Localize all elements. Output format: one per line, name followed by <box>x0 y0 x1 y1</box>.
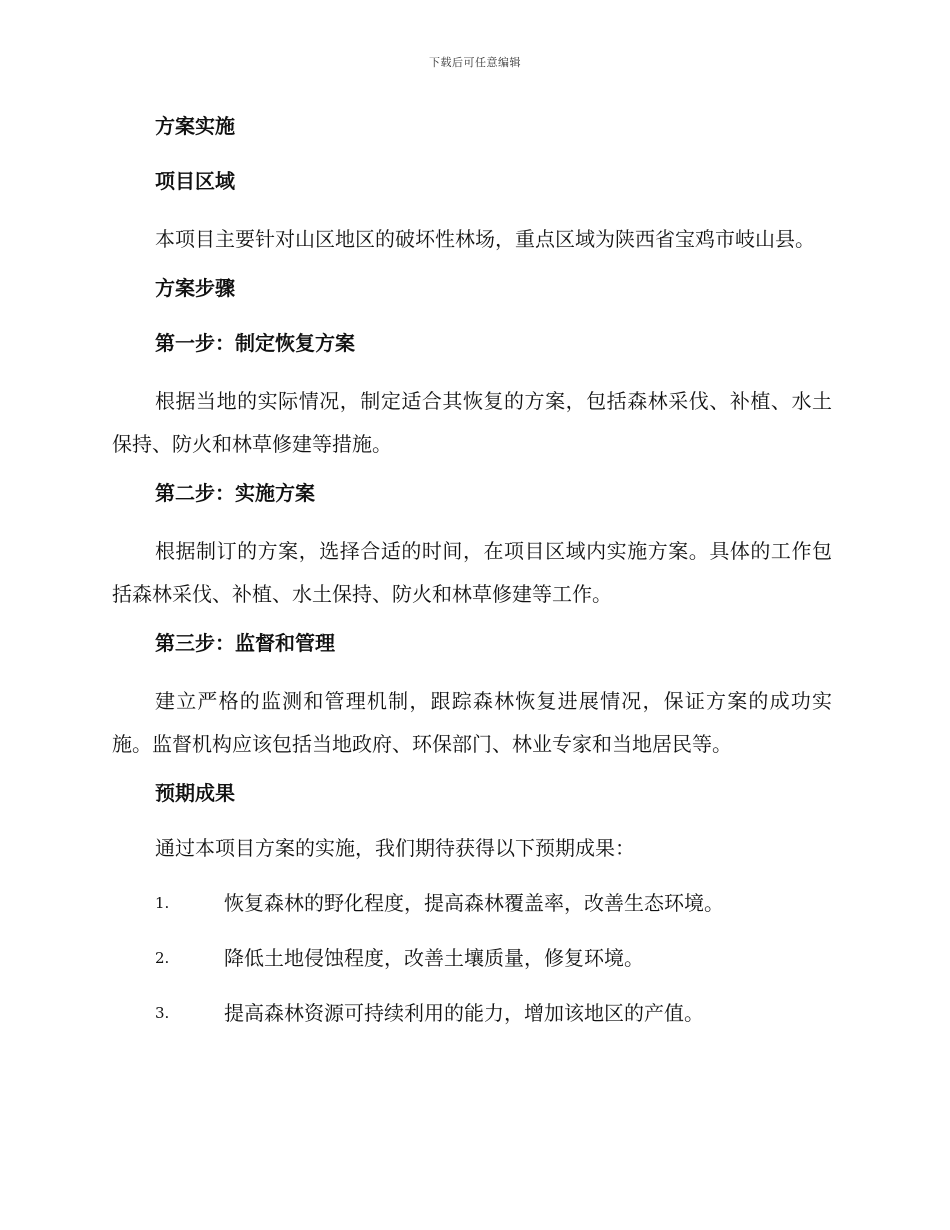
list-text: 降低土地侵蚀程度，改善土壤质量，修复环境。 <box>224 946 644 970</box>
step2-paragraph: 根据制订的方案，选择合适的时间，在项目区域内实施方案。具体的工作包括森林采伐、补植、水土保持、防火和林草修建等工作。 <box>112 539 832 606</box>
step3-paragraph: 建立严格的监测和管理机制，跟踪森林恢复进展情况，保证方案的成功实施。监督机构应该包括当地政府、环保部门、林业专家和当地居民等。 <box>112 689 832 756</box>
step2-heading: 第二步：实施方案 <box>155 481 315 505</box>
document-body <box>112 108 832 1050</box>
list-item <box>112 995 832 1031</box>
steps-heading: 方案步骤 <box>155 276 235 300</box>
list-number: 1. <box>155 894 170 912</box>
list-text: 恢复森林的野化程度，提高森林覆盖率，改善生态环境。 <box>224 891 724 915</box>
list-number: 3. <box>155 1004 170 1022</box>
area-paragraph: 本项目主要针对山区地区的破坏性林场，重点区域为陕西省宝鸡市岐山县。 <box>155 227 815 251</box>
step3-heading: 第三步：监督和管理 <box>155 631 335 655</box>
results-heading: 预期成果 <box>155 781 235 805</box>
results-intro: 通过本项目方案的实施，我们期待获得以下预期成果： <box>155 836 635 860</box>
list-number: 2. <box>155 949 170 967</box>
list-item <box>112 940 832 976</box>
step1-paragraph: 根据当地的实际情况，制定适合其恢复的方案，包括森林采伐、补植、水土保持、防火和林草修建等措施。 <box>112 389 832 456</box>
step1-heading: 第一步：制定恢复方案 <box>155 331 355 355</box>
list-item <box>112 885 832 921</box>
section-title: 方案实施 <box>155 114 235 138</box>
header-note: 下载后可任意编辑 <box>429 56 521 69</box>
list-text: 提高森林资源可持续利用的能力，增加该地区的产值。 <box>224 1001 704 1025</box>
area-heading: 项目区域 <box>155 169 235 193</box>
